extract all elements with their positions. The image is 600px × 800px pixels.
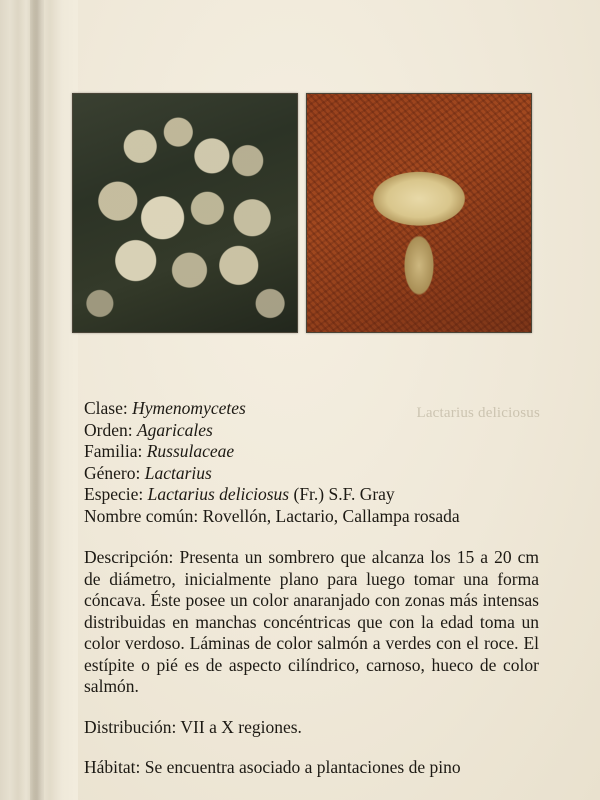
taxonomy-label-orden: Orden: xyxy=(84,419,133,440)
section-heading-habitat: Hábitat: xyxy=(84,757,141,777)
section-distribucion xyxy=(84,717,539,739)
taxonomy-list xyxy=(84,398,539,527)
taxonomy-label-genero: Género: xyxy=(84,462,141,483)
taxonomy-value-genero: Lactarius xyxy=(144,462,212,483)
section-heading-distribucion: Distribución: xyxy=(84,716,177,737)
show-through-text: Lactarius deliciosus xyxy=(416,405,540,421)
photo-row xyxy=(72,93,532,331)
section-body-distribucion: VII a X regiones. xyxy=(180,716,302,737)
section-habitat xyxy=(84,757,539,779)
taxonomy-row-nombre-comun xyxy=(84,506,539,528)
single-mushroom-on-pine-needles-photo xyxy=(306,93,532,333)
section-heading-descripcion: Descripción: xyxy=(84,547,174,567)
taxonomy-row-orden xyxy=(84,420,539,442)
section-descripcion xyxy=(84,547,539,698)
taxonomy-label-clase: Clase: xyxy=(84,398,128,418)
section-body-habitat: Se encuentra asociado a plantaciones de pino xyxy=(144,757,461,777)
group-of-mushrooms-on-forest-floor-photo xyxy=(72,93,298,333)
taxonomy-authority-especie: (Fr.) S.F. Gray xyxy=(293,484,395,504)
taxonomy-row-familia xyxy=(84,441,539,463)
taxonomy-value-familia: Russulaceae xyxy=(146,441,235,461)
taxonomy-label-familia: Familia: xyxy=(84,441,143,461)
taxonomy-value-especie: Lactarius deliciosus xyxy=(147,484,290,504)
taxonomy-value-clase: Hymenomycetes xyxy=(132,398,246,418)
article-text xyxy=(84,398,539,779)
taxonomy-value-orden: Agaricales xyxy=(136,419,213,440)
taxonomy-value-nombre-comun: Rovellón, Lactario, Callampa rosada xyxy=(202,505,460,526)
binding-shadow xyxy=(30,0,44,800)
taxonomy-row-genero xyxy=(84,463,539,485)
taxonomy-row-especie xyxy=(84,484,539,506)
section-body-descripcion: Presenta un sombrero que alcanza los 15 a 20 cm de diámetro, inicialmente plano para luego tomar una forma cóncava. Éste posee un color anaranjado con zonas más intensas distribuidas en manchas concéntricas que con la edad toma un color verdoso. Láminas de color salmón a verdes con el roce. El estípite o pié es de aspecto cilíndrico, carnoso, hueco de color salmón. xyxy=(84,547,539,696)
taxonomy-label-nombre-comun: Nombre común: xyxy=(84,505,199,526)
taxonomy-label-especie: Especie: xyxy=(84,484,144,504)
taxonomy-row-clase xyxy=(84,398,539,420)
